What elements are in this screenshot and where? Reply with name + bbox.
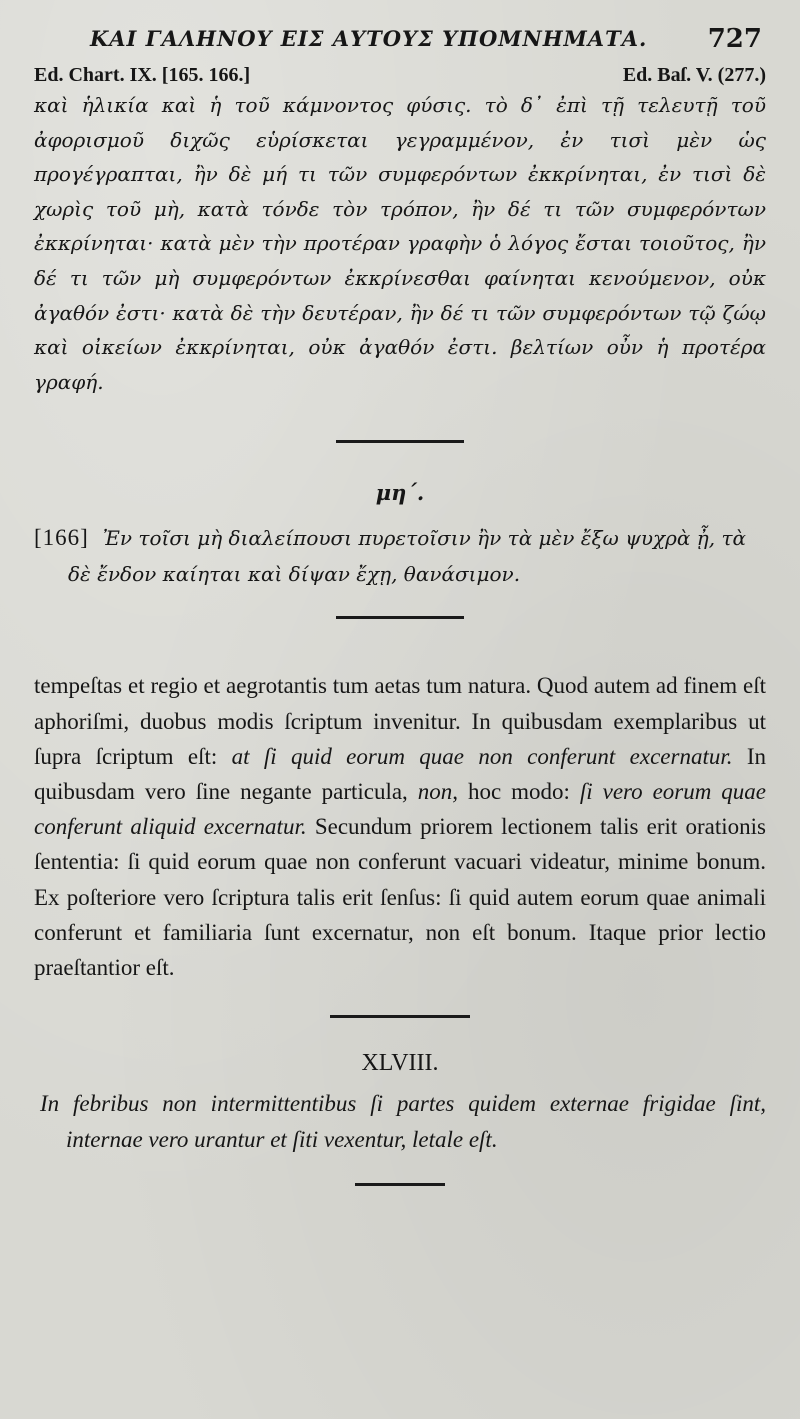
aphorism-greek-text: Ἐν τοῖσι μὴ διαλείπουσι πυρετοῖσιν ἢν τὰ μὲν ἔξω ψυχρὰ ᾖ, τὰ δὲ ἔνδον καίηται καὶ δίψαν ἔχῃ, θανάσιμον.	[68, 526, 747, 587]
running-title: ΚΑΙ ΓΑΛΗΝΟΥ ΕΙΣ ΑΥΤΟΥΣ ΥΠΟΜΝΗΜΑΤΑ.	[90, 26, 648, 51]
latin-text-1: tempeſtas et regio et aegrotantis tum aetas tum natura. Quod autem ad finem eſt aphoriſmi, duobus modis ſcriptum invenitur. In quibusdam exemplaribus ut ſupra ſcriptum eſt:	[34, 673, 766, 769]
edition-basel: Ed. Baſ. V. (277.)	[622, 64, 766, 86]
greek-commentary	[34, 88, 766, 399]
greek-commentary-text: καὶ ἡλικία καὶ ἡ τοῦ κάμνοντος φύσις. τὸ δ᾽ ἐπὶ τῇ τελευτῇ τοῦ ἀφορισμοῦ διχῶς εὑρίσκεται γεγραμμένον, ἐν τισὶ μὲν ὡς προγέγραπται, ἢν δὲ μή τι τῶν συμφερόντων ἐκκρίνηται, ἐν τισὶ δὲ χωρὶς τοῦ μὴ, κατὰ τόνδε τὸν τρόπον, ἢν δέ τι τῶν συμφερόντων ἐκκρίνηται· κατὰ μὲν τὴν προτέραν γραφὴν ὁ λόγος ἔσται τοιοῦτος, ἢν δέ τι τῶν μὴ συμφερόντων ἐκκρίνεσθαι φαίνηται κενούμενον, οὐκ ἀγαθόν ἐστι· κατὰ δὲ τὴν δευτέραν, ἢν δέ τι τῶν συμφερόντων τῷ ζώῳ καὶ οἰκείων ἐκκρίνηται, οὐκ ἀγαθόν ἐστι. βελτίων οὖν ἡ προτέρα γραφή.	[34, 93, 766, 394]
section-divider	[336, 616, 464, 619]
latin-text-4: Secundum priorem lectionem talis erit orationis ſententia: ſi quid eorum quae non conferunt vacuari videatur, minime bonum. Ex poſteriore vero ſcriptura talis erit ſenſus: ſi quid autem eorum quae animali conferunt et familiaria ſunt excernatur, non eſt bonum. Itaque prior lectio praeſtantior eſt.	[34, 814, 766, 980]
page-number: 727	[707, 24, 762, 54]
edition-chartier: Ed. Chart. IX. [165. 166.]	[34, 64, 251, 86]
latin-text-3: hoc modo:	[467, 778, 570, 804]
aphorism-greek-number: μη΄.	[375, 480, 425, 506]
latin-variant-reading-2: ſi vero eorum quae conferunt aliquid excernatur.	[34, 778, 766, 840]
latin-text-2: In quibusdam vero ſine negante particula,	[34, 743, 766, 804]
latin-variant-word: non,	[417, 778, 459, 804]
aphorism-greek	[34, 520, 766, 592]
section-divider	[336, 440, 464, 443]
running-head	[34, 22, 766, 62]
latin-variant-reading-1: at ſi quid eorum quae non conferunt excernatur.	[231, 743, 733, 769]
section-divider	[330, 1015, 470, 1018]
aphorism-latin: In febribus non intermittentibus ſi partes quidem externae frigidae ſint, internae vero urantur et ſiti vexentur, letale eſt.	[40, 1091, 766, 1152]
latin-commentary	[34, 668, 766, 985]
aphorism-roman-number: XLVIII.	[361, 1050, 439, 1077]
aphorism-reference: [166]	[34, 525, 89, 551]
latin-commentary-paragraph	[34, 668, 766, 985]
section-divider	[355, 1183, 445, 1186]
edition-reference-line	[34, 62, 766, 88]
